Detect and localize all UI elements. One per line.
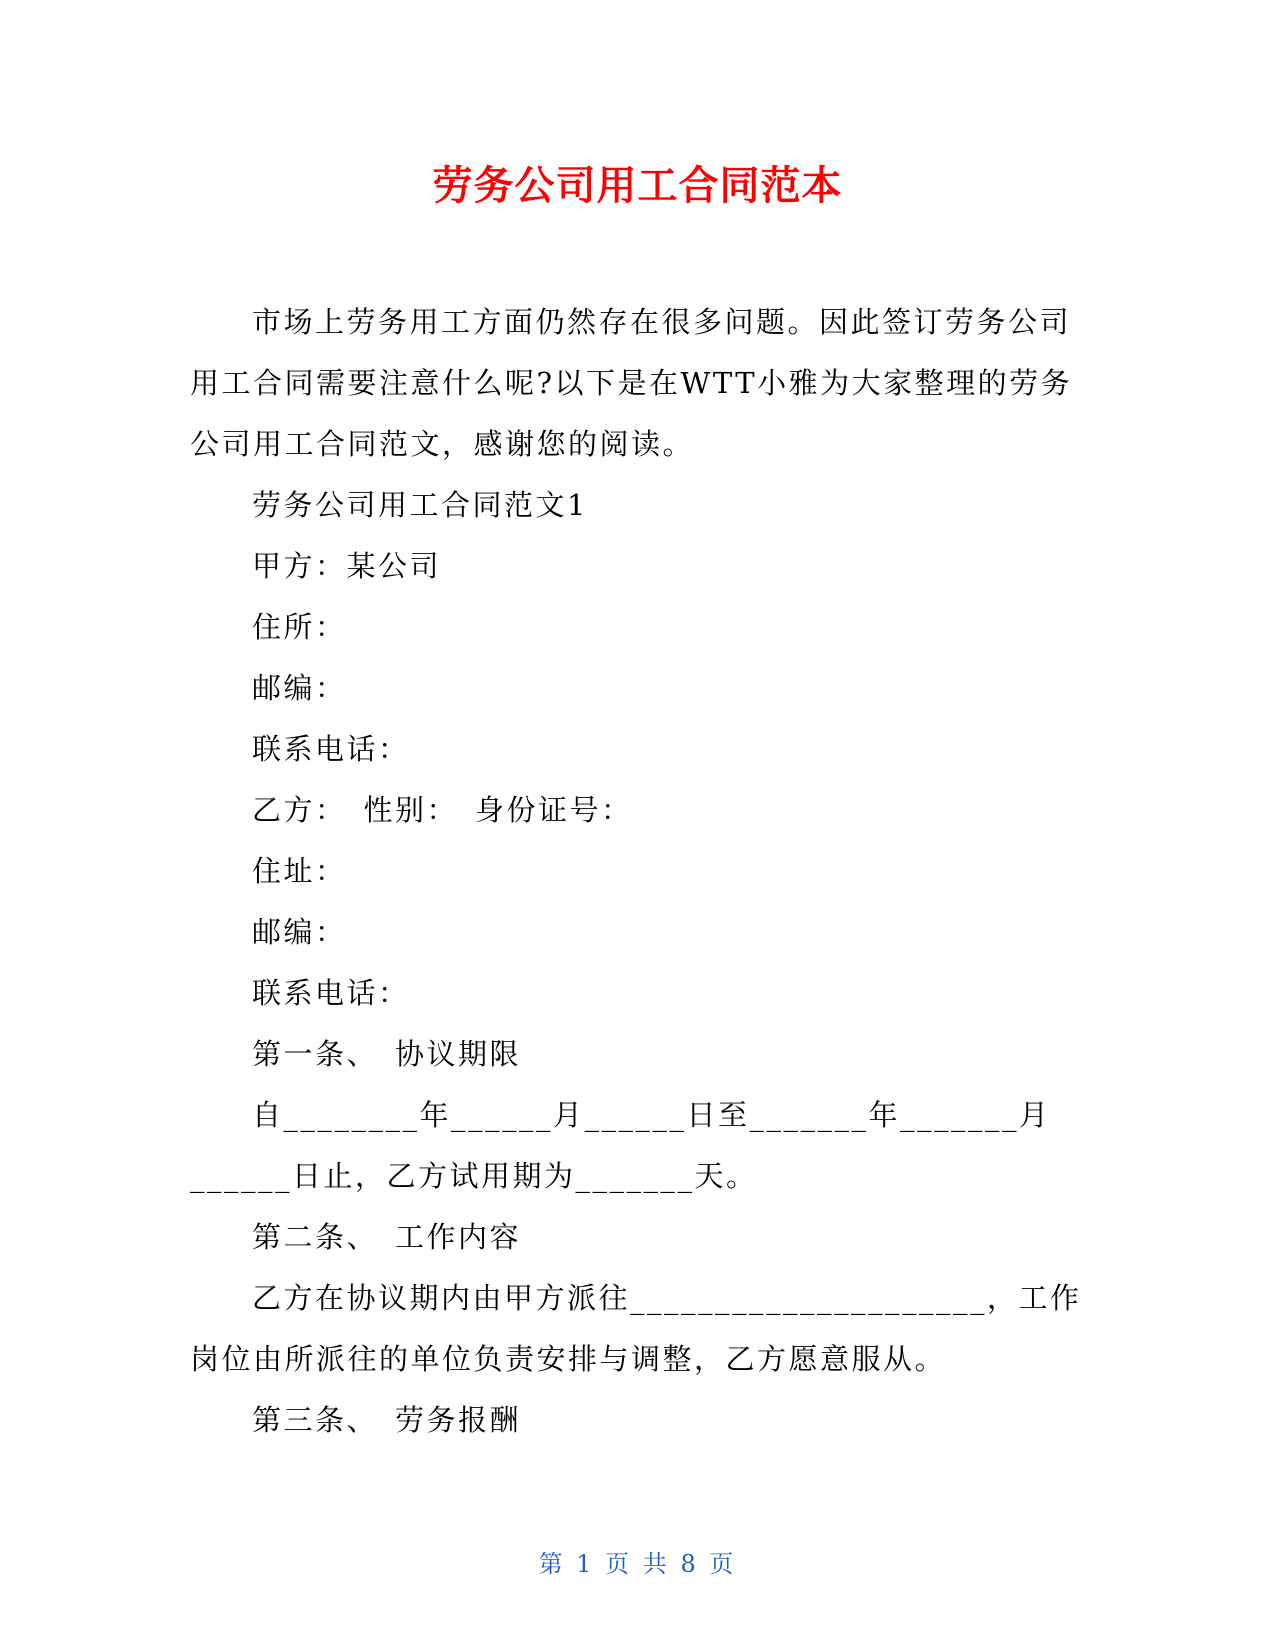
party-a-phone: 联系电话： <box>252 732 410 766</box>
party-b-line: 乙方： 性别： 身份证号： <box>252 793 633 827</box>
page-number-footer: 第 1 页 共 8 页 <box>538 1550 737 1578</box>
article-1-body: 自________年______月______日至_______年_______月______日止，乙方试用期为_______天。 <box>190 1098 1051 1193</box>
section-heading: 劳务公司用工合同范文1 <box>252 488 588 522</box>
document-body <box>190 292 1085 1451</box>
intro-paragraph: 市场上劳务用工方面仍然存在很多问题。因此签订劳务公司用工合同需要注意什么呢?以下是在WTT小雅为大家整理的劳务公司用工合同范文，感谢您的阅读。 <box>190 305 1073 461</box>
party-b-postcode: 邮编： <box>252 915 347 949</box>
party-a-postcode: 邮编： <box>252 671 347 705</box>
article-1-heading: 第一条、 协议期限 <box>252 1037 522 1071</box>
article-3-heading: 第三条、 劳务报酬 <box>252 1403 522 1437</box>
party-a-line: 甲方：某公司 <box>252 549 442 583</box>
document-title: 劳务公司用工合同范本 <box>432 163 843 209</box>
article-2-heading: 第二条、 工作内容 <box>252 1220 522 1254</box>
article-2-body: 乙方在协议期内由甲方派往_____________________，工作岗位由所派往的单位负责安排与调整，乙方愿意服从。 <box>190 1281 1082 1376</box>
party-a-address: 住所： <box>252 610 347 644</box>
party-b-address: 住址： <box>252 854 347 888</box>
party-b-phone: 联系电话： <box>252 976 410 1010</box>
